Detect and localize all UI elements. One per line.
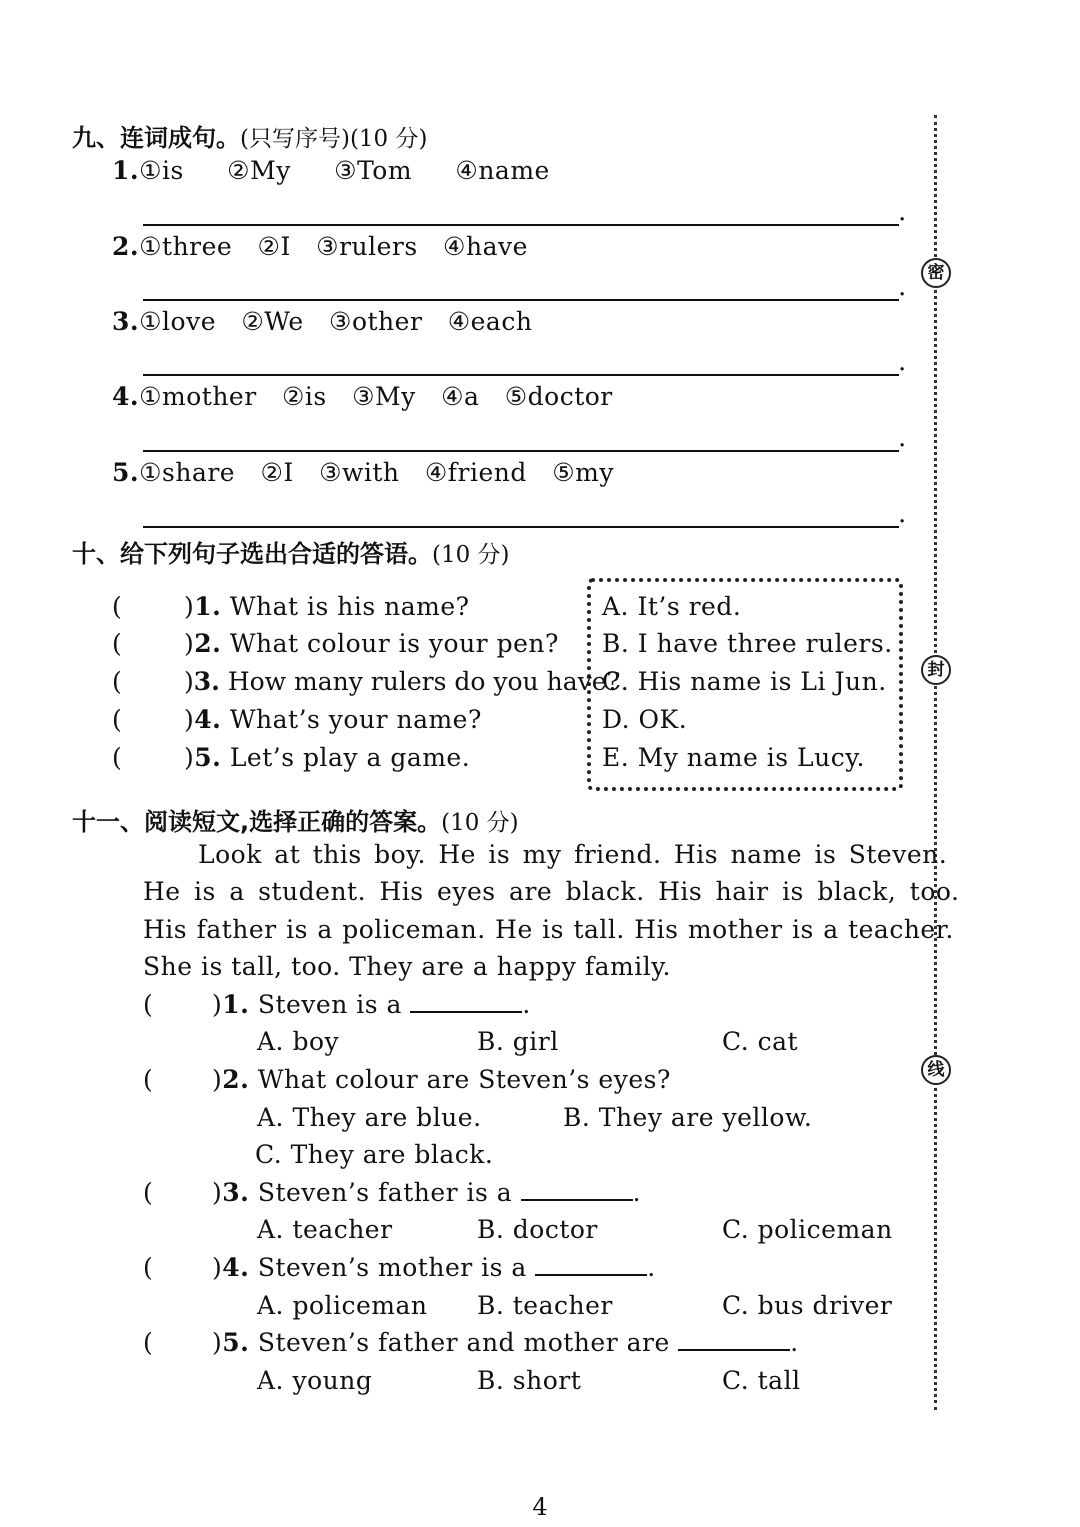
seal-mark-feng: 封: [921, 655, 951, 685]
question-text: Steven is a: [257, 990, 402, 1019]
question-text: Steven’s father and mother are: [257, 1328, 670, 1357]
s9-item-words: ①three ②I ③rulers ④have: [139, 232, 528, 261]
fill-blank[interactable]: [535, 1254, 647, 1276]
s11-q5-option-c: C. tall: [722, 1366, 801, 1395]
question-number: 5.: [222, 1328, 250, 1357]
s9-item-number: 3.: [112, 307, 140, 336]
s11-q5-paren[interactable]: (: [143, 1328, 154, 1357]
section-11-title: 十一、阅读短文,选择正确的答案。: [72, 808, 442, 836]
s11-q4: [212, 1253, 656, 1282]
s10-question-2-text: [184, 629, 559, 658]
line-period: .: [898, 272, 907, 302]
question-text: Steven’s father is a: [257, 1178, 513, 1207]
period: .: [647, 1253, 656, 1282]
s10-question-1-text: [184, 592, 470, 621]
passage-line-1: Look at this boy. He is my friend. His name is Steven.: [198, 840, 948, 869]
s9-item-5: [112, 458, 614, 487]
answer-line[interactable]: [143, 224, 899, 226]
answer-paren-close: ): [212, 1253, 223, 1282]
section-10-title: 十、给下列句子选出合适的答语。: [72, 540, 432, 568]
s9-item-number: 1.: [112, 156, 140, 185]
option-a: A. It’s red.: [602, 592, 742, 621]
fill-blank[interactable]: [521, 1179, 633, 1201]
s11-q2-option-b: B. They are yellow.: [563, 1103, 813, 1132]
section-11-heading: [72, 802, 519, 837]
answer-paren-open[interactable]: (: [112, 592, 123, 621]
answer-paren-open[interactable]: (: [112, 629, 123, 658]
passage-line-4: She is tall, too. They are a happy family.: [143, 952, 671, 981]
section-9-title: 九、连词成句。: [72, 124, 240, 152]
period: .: [632, 1178, 642, 1207]
s9-item-4: [112, 382, 613, 411]
answer-paren-close: ): [184, 705, 195, 734]
s10-question-1: [112, 592, 122, 621]
line-period: .: [898, 423, 907, 453]
s11-q5: [212, 1328, 799, 1357]
question-text: What colour are Steven’s eyes?: [257, 1065, 671, 1094]
option-d: D. OK.: [602, 705, 688, 734]
s11-q3-option-b: B. doctor: [477, 1215, 598, 1244]
s11-q2-option-a: A. They are blue.: [257, 1103, 482, 1132]
s9-item-words: ①love ②We ③other ④each: [139, 307, 533, 336]
s9-item-words: ①share ②I ③with ④friend ⑤my: [139, 458, 614, 487]
option-b: B. I have three rulers.: [602, 629, 893, 658]
question-text: What is his name?: [229, 592, 470, 621]
answer-paren-close: ): [184, 743, 195, 772]
passage-line-2: He is a student. His eyes are black. His hair is black, too.: [143, 877, 960, 906]
answer-paren-close: ): [184, 592, 195, 621]
answer-line[interactable]: [143, 526, 899, 528]
s9-item-words: ①mother ②is ③My ④a ⑤doctor: [139, 382, 613, 411]
s10-question-5-text: [184, 743, 470, 772]
answer-paren-close: ): [212, 1328, 223, 1357]
s11-q3-option-a: A. teacher: [257, 1215, 393, 1244]
question-text: What’s your name?: [229, 705, 482, 734]
question-text: Steven’s mother is a: [257, 1253, 527, 1282]
seal-mark-xian: 线: [921, 1055, 951, 1085]
line-period: .: [898, 197, 907, 227]
section-9-heading: [72, 118, 427, 153]
s11-q1: [212, 990, 531, 1019]
question-text: What colour is your pen?: [229, 629, 559, 658]
s9-item-1: [112, 156, 550, 185]
answer-paren-open[interactable]: (: [112, 743, 123, 772]
s11-q2-paren[interactable]: (: [143, 1065, 154, 1094]
line-period: .: [898, 499, 907, 529]
s9-item-number: 2.: [112, 232, 140, 261]
s11-q3: [212, 1178, 641, 1207]
answer-paren-close: ): [184, 629, 195, 658]
s11-q4-option-a: A. policeman: [257, 1291, 428, 1320]
question-number: 4.: [194, 705, 222, 734]
s10-question-3: [112, 667, 122, 696]
answer-paren-close: ): [212, 1178, 223, 1207]
s11-q3-option-c: C. policeman: [722, 1215, 893, 1244]
s11-q4-paren[interactable]: (: [143, 1253, 154, 1282]
s11-q3-paren[interactable]: (: [143, 1178, 154, 1207]
s10-question-4-text: [184, 705, 482, 734]
question-number: 1.: [222, 990, 250, 1019]
question-number: 1.: [194, 592, 222, 621]
answer-paren-close: ): [184, 667, 194, 696]
s9-item-3: [112, 307, 532, 336]
s11-q2-option-c: C. They are black.: [255, 1140, 494, 1169]
question-number: 3.: [222, 1178, 250, 1207]
page-number: 4: [532, 1493, 548, 1521]
period: .: [790, 1328, 799, 1357]
s11-q4-option-b: B. teacher: [477, 1291, 613, 1320]
section-10-score: (10 分): [432, 542, 510, 568]
s9-item-words: ①is ②My ③Tom ④name: [139, 156, 550, 185]
s11-q5-option-a: A. young: [257, 1366, 373, 1395]
section-10-heading: [72, 534, 510, 569]
s10-question-5: [112, 743, 122, 772]
option-c: C. His name is Li Jun.: [602, 667, 887, 696]
s10-question-3-text: [184, 667, 620, 696]
s9-item-2: [112, 232, 528, 261]
answer-paren-open[interactable]: (: [112, 667, 123, 696]
passage-line-3: His father is a policeman. He is tall. His mother is a teacher.: [143, 915, 954, 944]
binding-line: [934, 115, 937, 1410]
question-number: 4.: [222, 1253, 250, 1282]
period: .: [522, 990, 531, 1019]
s11-q5-option-b: B. short: [477, 1366, 582, 1395]
answer-line[interactable]: [143, 374, 899, 376]
section-11-score: (10 分): [441, 810, 519, 836]
fill-blank[interactable]: [678, 1329, 790, 1351]
s11-q1-option-c: C. cat: [722, 1027, 799, 1056]
question-number: 3.: [193, 667, 220, 696]
s10-question-4: [112, 705, 122, 734]
question-text: How many rulers do you have?: [227, 667, 620, 696]
section-9-score: (只写序号)(10 分): [240, 126, 428, 152]
s11-q1-option-b: B. girl: [477, 1027, 559, 1056]
answer-paren-close: ): [212, 1065, 223, 1094]
s9-item-number: 5.: [112, 458, 140, 487]
question-number: 2.: [194, 629, 222, 658]
s11-q2: [212, 1065, 671, 1094]
fill-blank[interactable]: [410, 991, 522, 1013]
s11-q1-option-a: A. boy: [257, 1027, 340, 1056]
answer-line[interactable]: [143, 299, 899, 301]
answer-paren-open[interactable]: (: [112, 705, 123, 734]
line-period: .: [898, 347, 907, 377]
s10-question-2: [112, 629, 122, 658]
answer-paren-close: ): [212, 990, 223, 1019]
s9-item-number: 4.: [112, 382, 140, 411]
option-e: E. My name is Lucy.: [602, 743, 865, 772]
answer-line[interactable]: [143, 450, 899, 452]
seal-mark-mi: 密: [921, 258, 951, 288]
question-text: Let’s play a game.: [229, 743, 471, 772]
s11-q1-paren[interactable]: (: [143, 990, 154, 1019]
s11-q4-option-c: C. bus driver: [722, 1291, 893, 1320]
question-number: 5.: [194, 743, 222, 772]
question-number: 2.: [222, 1065, 250, 1094]
